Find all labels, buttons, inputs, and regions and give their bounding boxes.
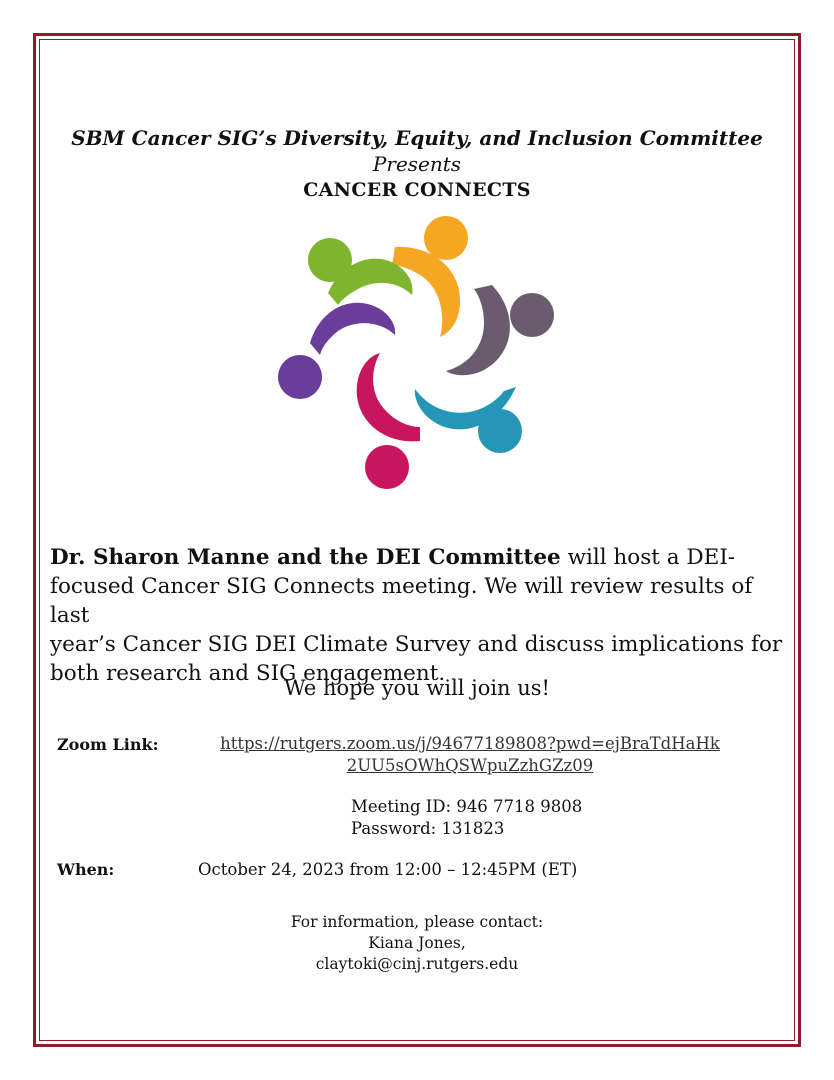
zoom-link[interactable] <box>190 733 750 777</box>
when-label: When: <box>57 860 115 879</box>
event-title: CANCER CONNECTS <box>303 179 531 201</box>
contact-email[interactable]: claytoki@cinj.rutgers.edu <box>315 955 519 973</box>
zoom-link-line-1[interactable]: https://rutgers.zoom.us/j/94677189808?pwd=ejBraTdHaHk <box>220 734 720 753</box>
description-line-2: focused Cancer SIG Connects meeting. We will review results of last <box>50 574 753 628</box>
meeting-password: Password: 131823 <box>351 819 505 838</box>
meeting-id: Meeting ID: 946 7718 9808 <box>351 797 583 816</box>
when-value: October 24, 2023 from 12:00 – 12:45PM (ET) <box>198 860 578 879</box>
invite-text: We hope you will join us! <box>283 676 550 700</box>
logo-figure-2 <box>446 285 554 375</box>
zoom-link-line-2[interactable]: 2UU5sOWhQSWpuZzhGZz09 <box>346 756 594 775</box>
contact-line-1: For information, please contact: <box>290 913 544 931</box>
committee-title: SBM Cancer SIG’s Diversity, Equity, and Inclusion Committee <box>71 126 763 150</box>
presents-label: Presents <box>372 152 462 176</box>
description-line-1: will host a DEI- <box>560 545 736 570</box>
logo-figure-3 <box>415 387 522 453</box>
contact-info <box>0 912 834 975</box>
event-description <box>50 543 790 688</box>
description-line-4: both research and SIG engagement. <box>50 661 446 686</box>
logo-figure-5 <box>278 303 395 399</box>
logo-figure-4 <box>357 353 420 489</box>
host-names: Dr. Sharon Manne and the DEI Committee <box>50 545 561 570</box>
zoom-link-label: Zoom Link: <box>57 735 159 754</box>
description-line-3: year’s Cancer SIG DEI Climate Survey and discuss implications for <box>50 632 783 657</box>
contact-name: Kiana Jones, <box>368 934 466 952</box>
people-circle-logo-icon <box>270 205 562 497</box>
